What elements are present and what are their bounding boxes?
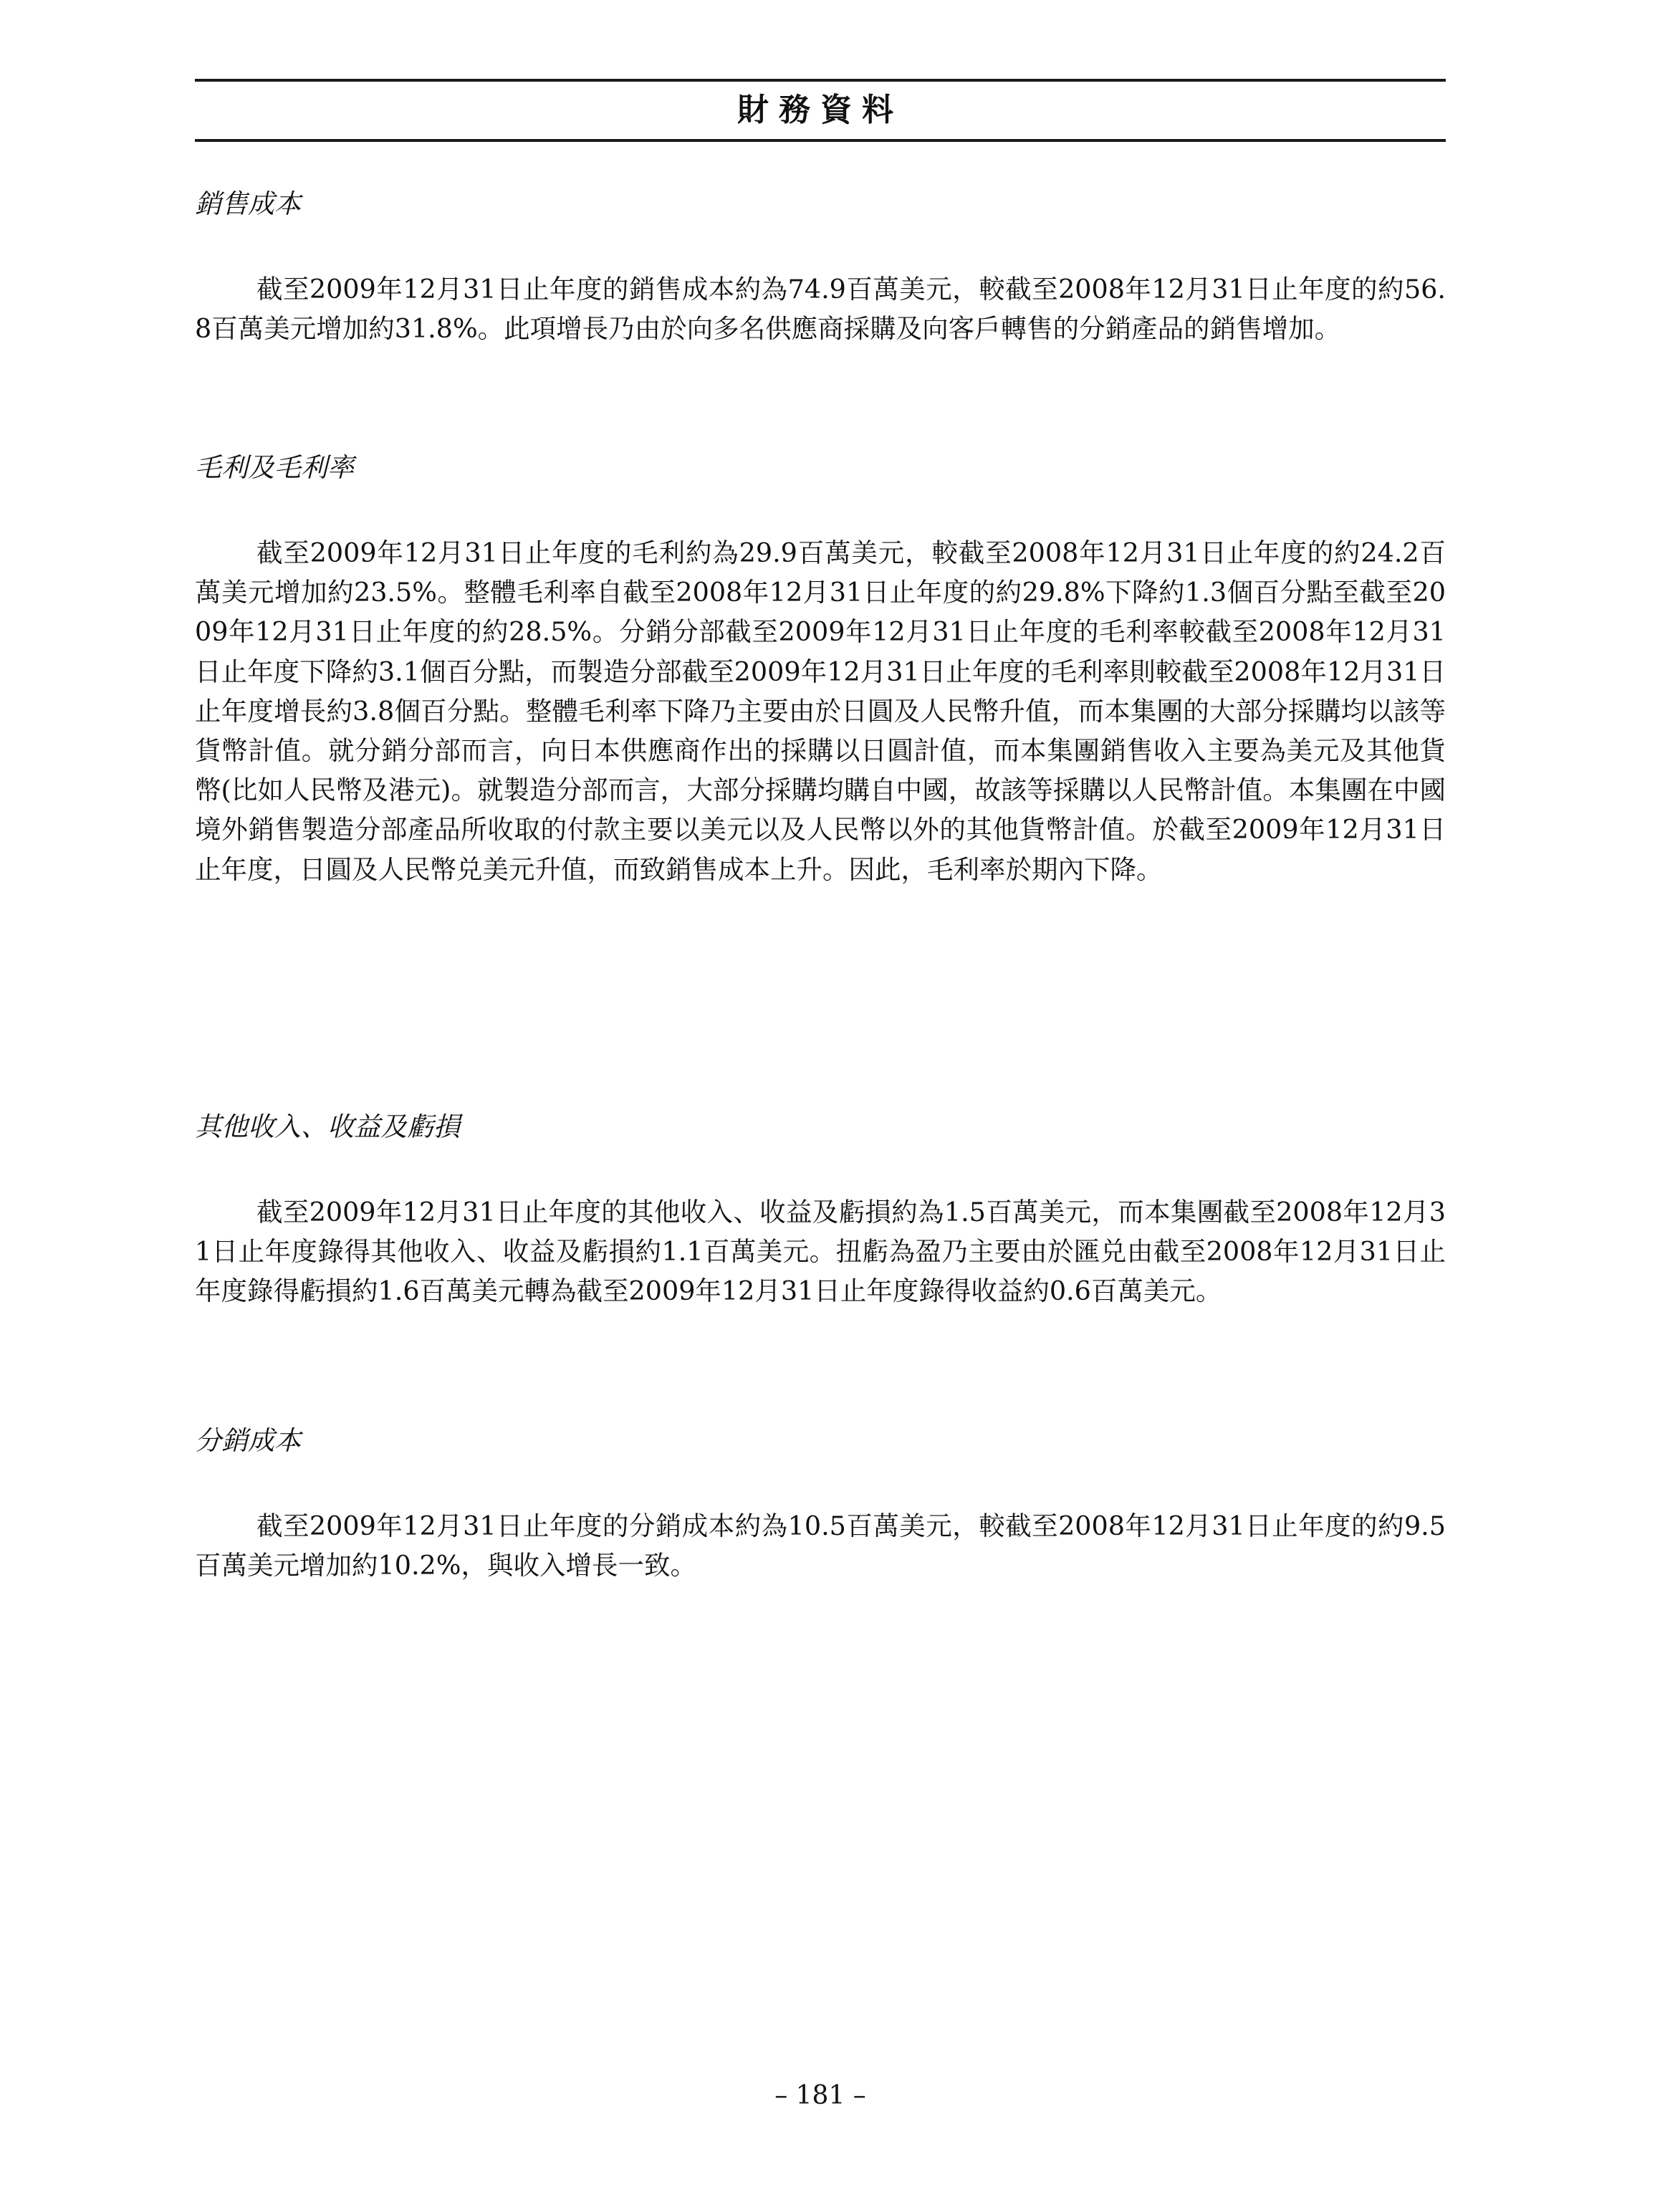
section-paragraph: 截至2009年12月31日止年度的毛利約為29.9百萬美元，較截至2008年12月31日止年度的約24.2百萬美元增加約23.5%。整體毛利率自截至2008年12月31日止年度的約29.8%下降約1.3個百分點至截至2009年12月31日止年度的約28.5%。分銷分部截至2009年12月31日止年度的毛利率較截至2008年12月31日止年度下降約3.1個百分點，而製造分部截至2009年12月31日止年度的毛利率則較截至2008年12月31日止年度增長約3.8個百分點。整體毛利率下降乃主要由於日圓及人民幣升值，而本集團的大部分採購均以該等貨幣計值。就分銷分部而言，向日本供應商作出的採購以日圓計值，而本集團銷售收入主要為美元及其他貨幣(比如人民幣及港元)。就製造分部而言，大部分採購均購自中國，故該等採購以人民幣計值。本集團在中國境外銷售製造分部產品所收取的付款主要以美元以及人民幣以外的其他貨幣計值。於截至2009年12月31日止年度，日圓及人民幣兑美元升值，而致銷售成本上升。因此，毛利率於期內下降。 bbox=[195, 537, 1446, 885]
section-paragraph: 截至2009年12月31日止年度的分銷成本約為10.5百萬美元，較截至2008年12月31日止年度的約9.5百萬美元增加約10.2%，與收入增長一致。 bbox=[195, 1510, 1446, 1581]
header-top-rule bbox=[195, 79, 1446, 82]
header-bottom-rule bbox=[195, 139, 1446, 142]
section-other-income bbox=[195, 1109, 1446, 1311]
section-heading: 銷售成本 bbox=[195, 188, 301, 219]
section-gross-profit bbox=[195, 450, 1446, 889]
section-heading: 其他收入、收益及虧損 bbox=[195, 1111, 460, 1142]
section-paragraph: 截至2009年12月31日止年度的其他收入、收益及虧損約為1.5百萬美元，而本集團截至2008年12月31日止年度錄得其他收入、收益及虧損約1.1百萬美元。扭虧為盈乃主要由於匯兑由截至2008年12月31日止年度錄得虧損約1.6百萬美元轉為截至2009年12月31日止年度錄得收益約0.6百萬美元。 bbox=[195, 1197, 1446, 1307]
section-distribution-costs bbox=[195, 1423, 1446, 1585]
section-cost-of-sales bbox=[195, 186, 1446, 348]
document-page bbox=[195, 0, 1446, 2212]
section-heading: 毛利及毛利率 bbox=[195, 452, 354, 483]
page-number: – 181 – bbox=[774, 2081, 866, 2110]
page-header-title: 財務資料 bbox=[737, 92, 903, 128]
section-paragraph: 截至2009年12月31日止年度的銷售成本約為74.9百萬美元，較截至2008年12月31日止年度的約56.8百萬美元增加約31.8%。此項增長乃由於向多名供應商採購及向客戶轉售的分銷產品的銷售增加。 bbox=[195, 274, 1446, 345]
section-heading: 分銷成本 bbox=[195, 1425, 301, 1456]
